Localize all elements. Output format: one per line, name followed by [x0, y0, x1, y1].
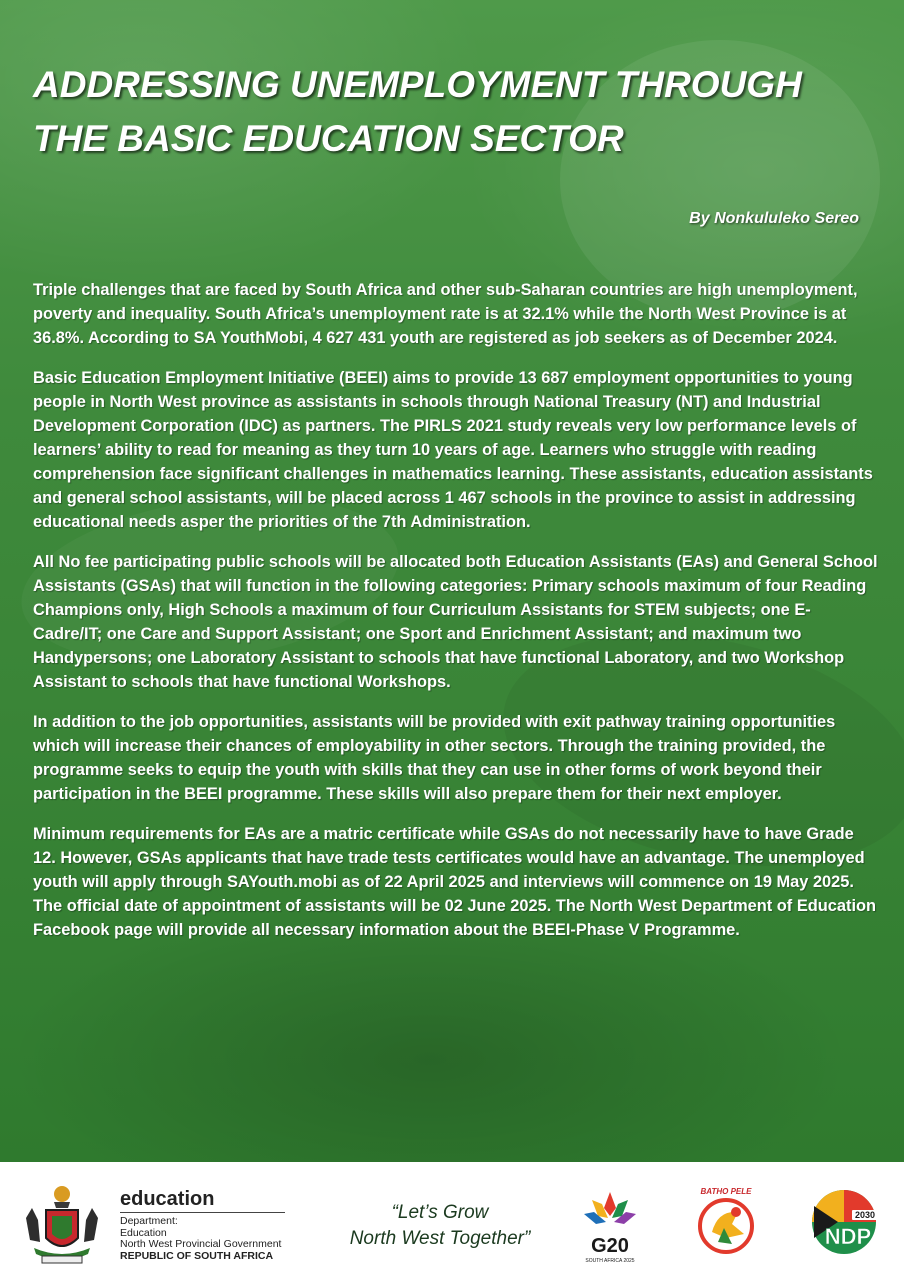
- ndp-text: NDP: [824, 1224, 872, 1249]
- batho-pele-logo-icon: [688, 1182, 764, 1264]
- author-byline: By Nonkululeko Sereo: [689, 210, 859, 227]
- batho-pele-text: BATHO PELE: [700, 1187, 752, 1196]
- paragraph: Basic Education Employment Initiative (BEEI) aims to provide 13 687 employment opportunities to young people in North West province as assistants in schools through National Treasury (NT) and Industrial Development Corporation (IDC) as partners. The PIRLS 2021 study reveals very low performance levels of learners’ ability to read for meaning as they turn 10 years of age. Learners who struggle with reading comprehension face significant challenges in mathematics learning. These assistants, education assistants and general school assistants, will be placed across 1 467 schools in the province to assist in addressing educational needs asper the priorities of the 7th Administration.: [33, 369, 873, 531]
- department-line: North West Provincial Government: [120, 1238, 282, 1250]
- g20-sub: SOUTH AFRICA 2025: [585, 1258, 635, 1264]
- republic-label: REPUBLIC OF SOUTH AFRICA: [120, 1249, 274, 1262]
- ndp-year: 2030: [854, 1210, 876, 1220]
- department-title: education: [120, 1188, 285, 1213]
- slogan-line-2: North West Together”: [349, 1228, 531, 1249]
- footer: [0, 1162, 904, 1280]
- paragraph: Triple challenges that are faced by South Africa and other sub-Saharan countries are high unemployment, poverty and inequality. South Africa’s unemployment rate is at 32.1% while the North West Province is at 36.8%. According to SA YouthMobi, 4 627 431 youth are registered as job seekers as of December 2024.: [33, 281, 858, 347]
- department-logo: [120, 1188, 285, 1262]
- title-line-2: THE BASIC EDUCATION SECTOR: [33, 118, 624, 159]
- department-line: Department:: [120, 1215, 178, 1227]
- article-body: [33, 278, 879, 958]
- article-title: [33, 58, 883, 166]
- title-line-1: ADDRESSING UNEMPLOYMENT THROUGH: [33, 64, 802, 105]
- department-line: Education: [120, 1226, 167, 1239]
- g20-logo-icon: [578, 1186, 642, 1266]
- paragraph: Minimum requirements for EAs are a matric certificate while GSAs do not necessarily have to have Grade 12. However, GSAs applicants that have trade tests certificates would have an advantage. The unemployed youth will apply through SAYouth.mobi as of 22 April 2025 and interviews will commence on 19 May 2025. The official date of appointment of assistants will be 02 June 2025. The North West Department of Education Facebook page will provide all necessary information about the BEEI-Phase V Programme.: [33, 825, 877, 939]
- slogan: [340, 1200, 540, 1252]
- coat-of-arms-icon: [12, 1180, 112, 1266]
- ndp-logo-icon: [804, 1188, 882, 1256]
- paragraph: All No fee participating public schools will be allocated both Education Assistants (EAs) and General School Assistants (GSAs) that will function in the following categories: Primary schools maximum of four Reading Champions only, High Schools a maximum of four Curriculum Assistants for STEM subjects; one E-Cadre/IT; one Care and Support Assistant; one Sport and Enrichment Assistant; and maximum two Handypersons; one Laboratory Assistant to schools that have functional Laboratory, and two Workshop Assistant to schools that have functional Workshops.: [33, 553, 878, 691]
- g20-text: G20: [591, 1235, 629, 1257]
- slogan-line-1: “Let’s Grow: [391, 1202, 489, 1223]
- paragraph: In addition to the job opportunities, assistants will be provided with exit pathway training opportunities which will increase their chances of employability in other sectors. Through the training provided, the programme seeks to equip the youth with skills that they can use in other forms of work beyond their participation in the BEEI programme. These skills will also prepare them for their next employer.: [33, 713, 836, 803]
